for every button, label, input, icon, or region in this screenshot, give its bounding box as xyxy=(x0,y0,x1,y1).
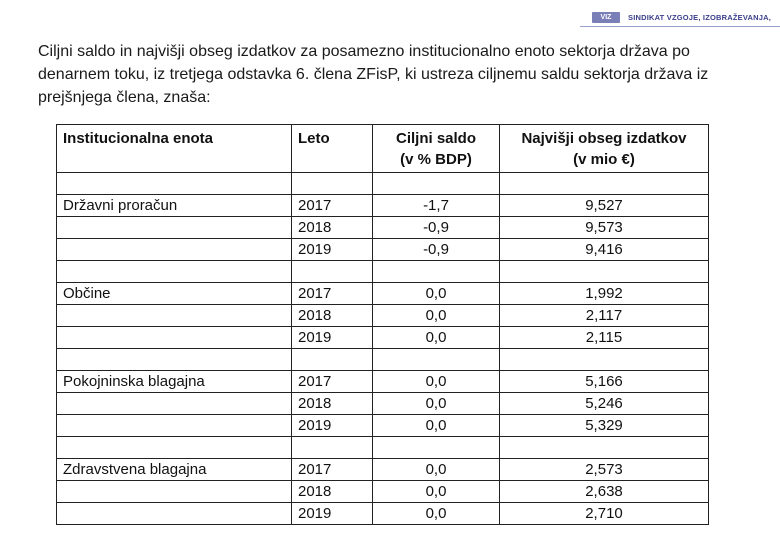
table-row xyxy=(57,371,709,393)
saldo-value: 0,0 xyxy=(425,373,447,390)
saldo-value: 0,0 xyxy=(425,461,447,478)
saldo-cell xyxy=(373,305,500,327)
expenditure-value: 2,638 xyxy=(585,483,623,500)
year-cell xyxy=(292,371,373,393)
expenditure-cell xyxy=(500,415,709,437)
unit-cell xyxy=(57,195,292,217)
expenditure-value: 2,115 xyxy=(585,329,623,346)
year-cell xyxy=(292,217,373,239)
header-unit xyxy=(57,125,292,173)
unit-cell xyxy=(57,217,292,239)
header-year-text: Leto xyxy=(298,130,330,147)
table-row xyxy=(57,459,709,481)
table-row xyxy=(57,305,709,327)
empty-cell xyxy=(57,261,292,283)
group-gap-row xyxy=(57,261,709,283)
empty-cell xyxy=(57,437,292,459)
year-value: 2017 xyxy=(298,461,332,478)
header-saldo-text: Ciljni saldo (v % BDP) xyxy=(395,130,476,168)
year-cell xyxy=(292,327,373,349)
saldo-value: 0,0 xyxy=(425,307,447,324)
expenditure-value: 5,329 xyxy=(585,417,623,434)
expenditure-value: 2,710 xyxy=(585,505,623,522)
expenditure-value: 5,166 xyxy=(585,373,623,390)
saldo-value: -1,7 xyxy=(423,197,449,214)
saldo-value: -0,9 xyxy=(423,241,449,258)
saldo-cell xyxy=(373,283,500,305)
saldo-cell xyxy=(373,503,500,525)
saldo-cell xyxy=(373,371,500,393)
year-value: 2019 xyxy=(298,241,332,258)
empty-cell xyxy=(57,173,292,195)
year-value: 2018 xyxy=(298,307,332,324)
unit-cell xyxy=(57,283,292,305)
expenditure-cell xyxy=(500,305,709,327)
intro-line: prejšnjega člena, znaša: xyxy=(38,89,211,106)
saldo-value: 0,0 xyxy=(425,505,447,522)
year-cell xyxy=(292,239,373,261)
unit-cell xyxy=(57,327,292,349)
year-value: 2019 xyxy=(298,329,332,346)
year-cell xyxy=(292,459,373,481)
year-cell xyxy=(292,305,373,327)
logo-mark: VIZ xyxy=(592,12,620,23)
table-row xyxy=(57,393,709,415)
table-row xyxy=(57,217,709,239)
intro-line: Ciljni saldo in najvišji obseg izdatkov za posamezno institucionalno enoto sektorja država po xyxy=(38,43,690,60)
empty-cell xyxy=(292,349,373,371)
year-value: 2017 xyxy=(298,285,332,302)
year-cell xyxy=(292,393,373,415)
empty-cell xyxy=(292,437,373,459)
header-expenditure-text: Najvišji obseg izdatkov (v mio €) xyxy=(521,130,687,168)
table-spacer-row xyxy=(57,173,709,195)
saldo-value: 0,0 xyxy=(425,417,447,434)
unit-cell xyxy=(57,239,292,261)
empty-cell xyxy=(373,173,500,195)
expenditure-value: 2,117 xyxy=(585,307,623,324)
logo-text: SINDIKAT VZGOJE, IZOBRAŽEVANJA, xyxy=(628,13,772,22)
empty-cell xyxy=(500,261,709,283)
expenditure-cell xyxy=(500,371,709,393)
expenditure-value: 9,573 xyxy=(585,219,623,236)
unit-cell xyxy=(57,481,292,503)
empty-cell xyxy=(292,173,373,195)
expenditure-cell xyxy=(500,217,709,239)
saldo-value: 0,0 xyxy=(425,285,447,302)
saldo-cell xyxy=(373,415,500,437)
expenditure-value: 2,573 xyxy=(585,461,623,478)
header-divider xyxy=(580,26,780,27)
expenditure-cell xyxy=(500,283,709,305)
expenditure-value: 9,416 xyxy=(585,241,623,258)
table-row xyxy=(57,415,709,437)
intro-line: denarnem toku, iz tretjega odstavka 6. člena ZFisP, ki ustreza ciljnemu saldu sektorja država iz xyxy=(38,66,709,83)
table-row xyxy=(57,503,709,525)
saldo-value: -0,9 xyxy=(423,219,449,236)
empty-cell xyxy=(373,261,500,283)
expenditure-table xyxy=(56,124,709,525)
expenditure-cell xyxy=(500,327,709,349)
table-row xyxy=(57,327,709,349)
saldo-cell xyxy=(373,459,500,481)
header-year xyxy=(292,125,373,173)
table-row xyxy=(57,283,709,305)
empty-cell xyxy=(373,437,500,459)
expenditure-cell xyxy=(500,503,709,525)
empty-cell xyxy=(500,173,709,195)
unit-cell xyxy=(57,393,292,415)
unit-cell xyxy=(57,371,292,393)
expenditure-cell xyxy=(500,195,709,217)
table-row xyxy=(57,239,709,261)
unit-name: Zdravstvena blagajna xyxy=(63,461,207,478)
year-cell xyxy=(292,415,373,437)
expenditure-value: 1,992 xyxy=(585,285,623,302)
year-cell xyxy=(292,503,373,525)
year-value: 2018 xyxy=(298,395,332,412)
saldo-value: 0,0 xyxy=(425,395,447,412)
empty-cell xyxy=(373,349,500,371)
expenditure-cell xyxy=(500,239,709,261)
table-header-row xyxy=(57,125,709,173)
saldo-cell xyxy=(373,217,500,239)
intro-paragraph xyxy=(38,40,748,109)
year-value: 2017 xyxy=(298,197,332,214)
unit-cell xyxy=(57,415,292,437)
saldo-cell xyxy=(373,195,500,217)
group-gap-row xyxy=(57,437,709,459)
empty-cell xyxy=(292,261,373,283)
saldo-cell xyxy=(373,481,500,503)
unit-cell xyxy=(57,459,292,481)
table-row xyxy=(57,481,709,503)
expenditure-value: 9,527 xyxy=(585,197,623,214)
unit-cell xyxy=(57,305,292,327)
unit-name: Pokojninska blagajna xyxy=(63,373,205,390)
saldo-cell xyxy=(373,327,500,349)
expenditure-cell xyxy=(500,459,709,481)
saldo-cell xyxy=(373,239,500,261)
year-value: 2018 xyxy=(298,483,332,500)
year-value: 2017 xyxy=(298,373,332,390)
unit-name: Občine xyxy=(63,285,111,302)
header-logo xyxy=(592,12,771,23)
year-value: 2018 xyxy=(298,219,332,236)
year-cell xyxy=(292,195,373,217)
year-value: 2019 xyxy=(298,505,332,522)
unit-cell xyxy=(57,503,292,525)
year-cell xyxy=(292,283,373,305)
header-unit-text: Institucionalna enota xyxy=(63,130,214,147)
expenditure-cell xyxy=(500,393,709,415)
saldo-value: 0,0 xyxy=(425,483,447,500)
saldo-cell xyxy=(373,393,500,415)
group-gap-row xyxy=(57,349,709,371)
year-value: 2019 xyxy=(298,417,332,434)
expenditure-value: 5,246 xyxy=(585,395,623,412)
empty-cell xyxy=(500,349,709,371)
empty-cell xyxy=(500,437,709,459)
expenditure-cell xyxy=(500,481,709,503)
year-cell xyxy=(292,481,373,503)
unit-name: Državni proračun xyxy=(63,197,178,214)
table-row xyxy=(57,195,709,217)
empty-cell xyxy=(57,349,292,371)
saldo-value: 0,0 xyxy=(425,329,447,346)
header-saldo xyxy=(373,125,500,173)
header-expenditure xyxy=(500,125,709,173)
